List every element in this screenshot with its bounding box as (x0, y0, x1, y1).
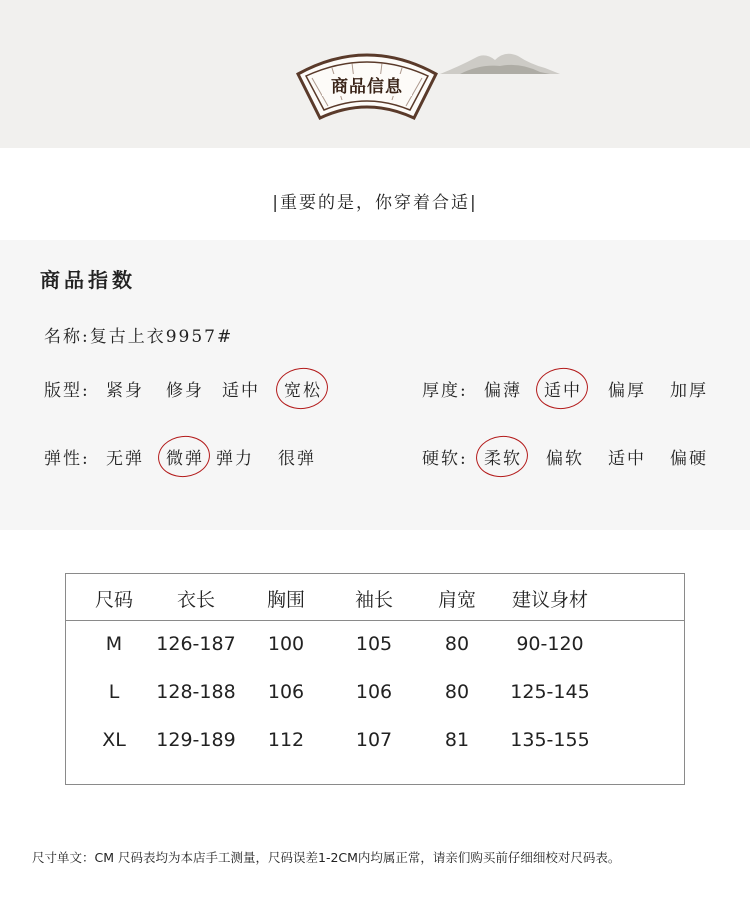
table-cell: 80 (444, 681, 470, 703)
fit-rating-row (44, 376, 322, 401)
table-header-cell: 尺码 (94, 589, 133, 611)
size-footnote: 尺寸单文：CM 尺码表均为本店手工测量，尺码误差1-2CM内均属正常，请亲们购买前仔细细校对尺码表。 (32, 850, 621, 865)
fit-label: 版型: (44, 381, 90, 401)
table-cell: L (108, 681, 120, 703)
softness-label: 硬软: (422, 449, 468, 469)
table-cell: XL (102, 729, 126, 751)
table-cell: 106 (355, 681, 393, 703)
table-header-cell: 胸围 (266, 589, 305, 611)
badge-title: 商品信息 (331, 77, 403, 97)
table-cell: 81 (444, 729, 470, 751)
section-title: 商品指数 (40, 268, 136, 292)
fit-option: 适中 (222, 381, 260, 401)
table-header-cell: 衣长 (176, 589, 215, 611)
thickness-label: 厚度: (422, 381, 468, 401)
table-header-cell: 袖长 (354, 589, 393, 611)
softness-rating-row (422, 444, 708, 469)
table-header-cell: 建议身材 (511, 589, 588, 611)
table-cell: 80 (444, 633, 470, 655)
elasticity-option: 弹力 (216, 449, 254, 469)
fit-option: 紧身 (106, 381, 144, 401)
thickness-option: 加厚 (670, 381, 708, 401)
fit-option-selected: 宽松 (284, 376, 322, 401)
table-cell: 112 (267, 729, 305, 751)
table-header-cell: 肩宽 (437, 589, 476, 611)
table-cell: 129-189 (156, 729, 236, 751)
thickness-option: 偏薄 (484, 381, 522, 401)
table-cell: 106 (267, 681, 305, 703)
size-table (65, 573, 685, 785)
product-name: 名称:复古上衣9957# (44, 327, 234, 347)
table-cell: 135-155 (510, 729, 590, 751)
table-header-divider (66, 620, 684, 621)
table-cell: 128-188 (156, 681, 236, 703)
mountain-landscape-icon (440, 44, 560, 84)
thickness-rating-row (422, 376, 708, 401)
thickness-option-selected: 适中 (544, 376, 582, 401)
table-cell: 100 (267, 633, 305, 655)
fit-option: 修身 (166, 381, 204, 401)
softness-option: 偏软 (546, 449, 584, 469)
slogan: |重要的是，你穿着合适| (272, 193, 478, 213)
softness-option: 偏硬 (670, 449, 708, 469)
table-cell: 90-120 (516, 633, 584, 655)
table-cell: 126-187 (156, 633, 236, 655)
elasticity-option: 很弹 (278, 449, 316, 469)
table-cell: 125-145 (510, 681, 590, 703)
softness-option-selected: 柔软 (484, 444, 522, 469)
thickness-option: 偏厚 (608, 381, 646, 401)
elasticity-label: 弹性: (44, 449, 90, 469)
fan-badge (292, 44, 442, 124)
elasticity-option-selected: 微弹 (166, 444, 204, 469)
table-cell: 107 (355, 729, 393, 751)
elasticity-option: 无弹 (106, 449, 144, 469)
table-cell: 105 (355, 633, 393, 655)
softness-option: 适中 (608, 449, 646, 469)
table-cell: M (105, 633, 123, 655)
elasticity-rating-row (44, 444, 316, 469)
